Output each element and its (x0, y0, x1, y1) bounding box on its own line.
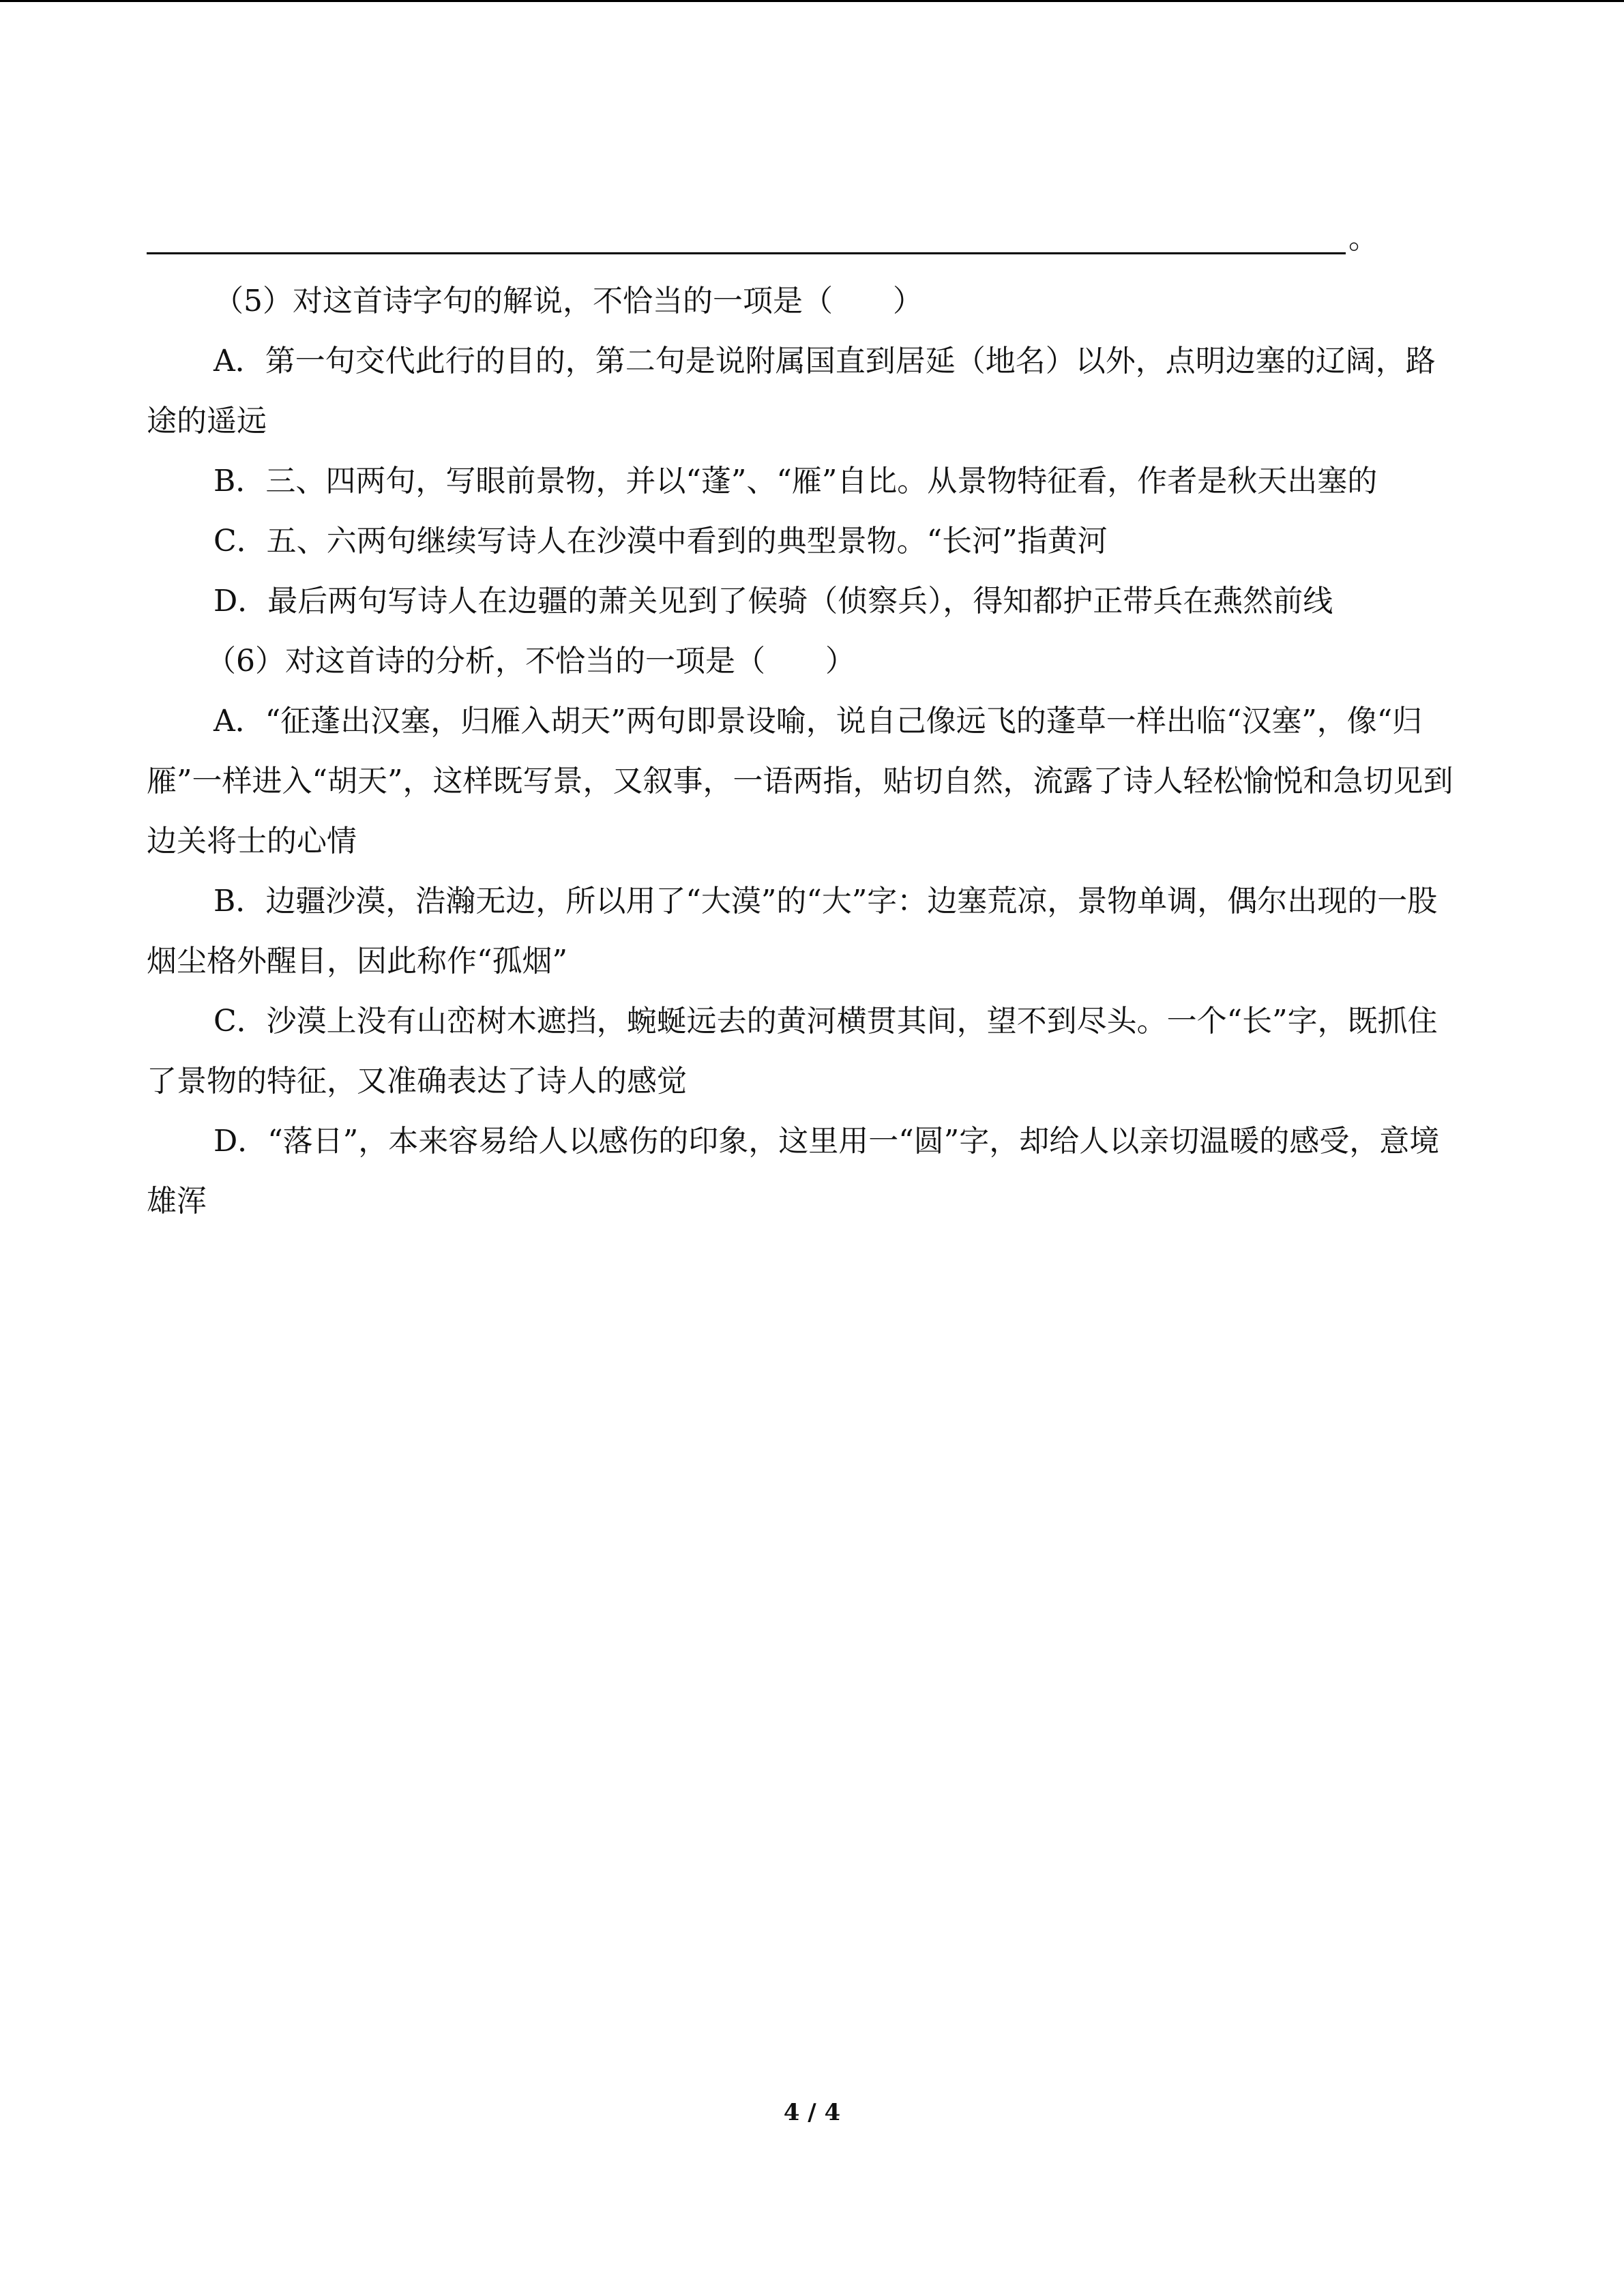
option-c: C．沙漠上没有山峦树木遮挡，蜿蜒远去的黄河横贯其间，望不到尽头。一个“长”字，既抓住了景物的特征，又准确表达了诗人的感觉 (147, 1004, 1438, 1099)
option-d: D．“落日”，本来容易给人以感伤的印象，这里用一“圆”字，却给人以亲切温暖的感受，意境雄浑 (147, 1124, 1440, 1219)
question-6 (147, 631, 1460, 1232)
question-5 (147, 271, 1460, 631)
answer-blank-period: 。 (1348, 221, 1378, 256)
option-d: D．最后两句写诗人在边疆的萧关见到了候骑（侦察兵），得知都护正带兵在燕然前线 (213, 584, 1333, 618)
page-top-border (0, 0, 1624, 2)
question-stem: （5）对这首诗字句的解说，不恰当的一项是（ ） (213, 284, 923, 318)
option-b: B．三、四两句，写眼前景物，并以“蓬”、“雁”自比。从景物特征看，作者是秋天出塞的 (213, 464, 1378, 498)
option-c: C．五、六两句继续写诗人在沙漠中看到的典型景物。“长河”指黄河 (213, 524, 1108, 558)
option-a: A．第一句交代此行的目的，第二句是说附属国直到居延（地名）以外，点明边塞的辽阔，路途的遥远 (147, 344, 1436, 438)
question-stem: （6）对这首诗的分析，不恰当的一项是（ ） (206, 644, 855, 679)
answer-blank-row (147, 205, 1378, 259)
questions-section (147, 271, 1460, 1232)
option-b: B．边疆沙漠，浩瀚无边，所以用了“大漠”的“大”字：边塞荒凉，景物单调，偶尔出现的一股烟尘格外醒目，因此称作“孤烟” (147, 884, 1438, 979)
option-a: A．“征蓬出汉塞，归雁入胡天”两句即景设喻，说自己像远飞的蓬草一样出临“汉塞”，像“归雁”一样进入“胡天”，这样既写景，又叙事，一语两指，贴切自然，流露了诗人轻松愉悦和急切见到边关将士的心情 (147, 704, 1453, 859)
answer-blank-line (147, 252, 1346, 254)
page-number: 4 / 4 (783, 2099, 841, 2126)
